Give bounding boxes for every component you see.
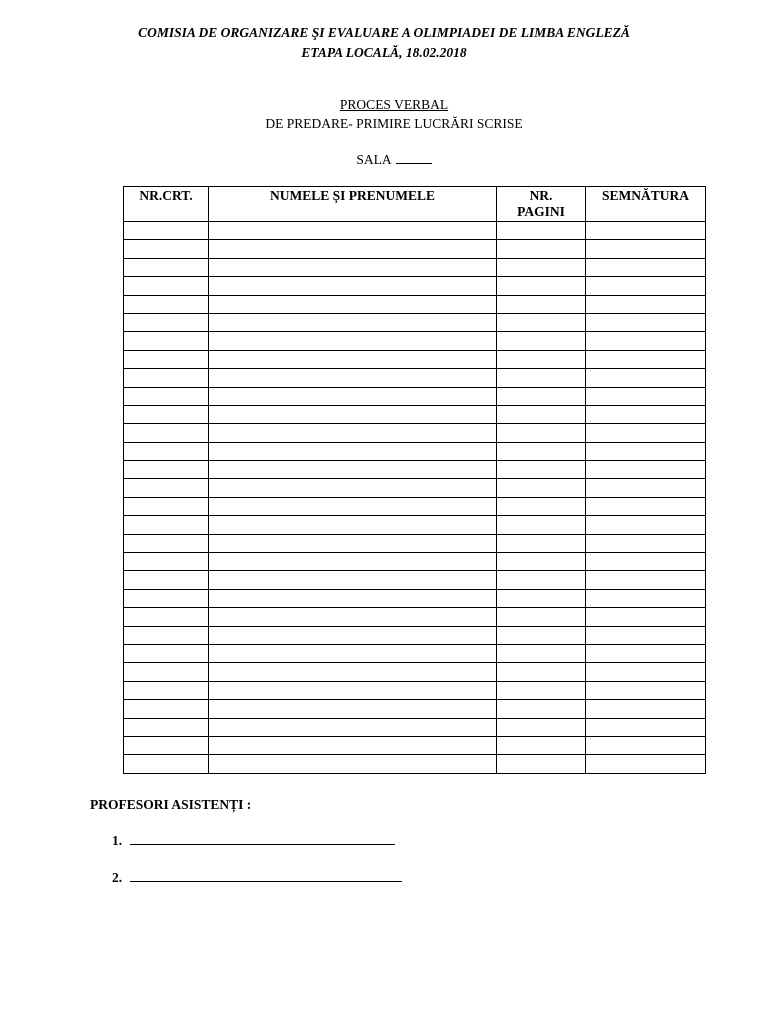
cell-nr-crt — [124, 626, 209, 644]
header-pages-line2: PAGINI — [517, 204, 565, 219]
cell-nr-crt — [124, 424, 209, 442]
cell-signature — [586, 718, 706, 736]
cell-nr-crt — [124, 644, 209, 662]
cell-name — [209, 479, 497, 497]
assistant-blank-line — [130, 869, 402, 882]
table-row — [124, 479, 706, 497]
cell-pages — [497, 240, 586, 258]
header-signature: SEMNĂTURA — [586, 187, 706, 222]
cell-name — [209, 681, 497, 699]
table-row — [124, 626, 706, 644]
table-row — [124, 240, 706, 258]
cell-signature — [586, 516, 706, 534]
cell-name — [209, 461, 497, 479]
cell-pages — [497, 405, 586, 423]
cell-nr-crt — [124, 497, 209, 515]
assistant-line-2 — [112, 869, 402, 886]
cell-name — [209, 736, 497, 754]
cell-name — [209, 240, 497, 258]
table-row — [124, 442, 706, 460]
cell-signature — [586, 755, 706, 773]
cell-signature — [586, 295, 706, 313]
cell-signature — [586, 663, 706, 681]
table-row — [124, 681, 706, 699]
cell-name — [209, 332, 497, 350]
cell-signature — [586, 442, 706, 460]
cell-nr-crt — [124, 295, 209, 313]
cell-signature — [586, 258, 706, 276]
assistant-number: 1. — [112, 833, 123, 848]
cell-nr-crt — [124, 534, 209, 552]
cell-name — [209, 718, 497, 736]
cell-pages — [497, 663, 586, 681]
table-row — [124, 755, 706, 773]
cell-name — [209, 497, 497, 515]
cell-pages — [497, 700, 586, 718]
cell-signature — [586, 313, 706, 331]
table-row — [124, 534, 706, 552]
cell-name — [209, 442, 497, 460]
cell-pages — [497, 222, 586, 240]
table-row — [124, 608, 706, 626]
cell-pages — [497, 626, 586, 644]
cell-name — [209, 313, 497, 331]
cell-signature — [586, 277, 706, 295]
cell-nr-crt — [124, 313, 209, 331]
cell-nr-crt — [124, 222, 209, 240]
cell-nr-crt — [124, 553, 209, 571]
cell-signature — [586, 626, 706, 644]
table-row — [124, 553, 706, 571]
table-row — [124, 644, 706, 662]
cell-signature — [586, 571, 706, 589]
cell-pages — [497, 755, 586, 773]
cell-pages — [497, 589, 586, 607]
cell-signature — [586, 681, 706, 699]
cell-pages — [497, 571, 586, 589]
cell-signature — [586, 405, 706, 423]
header-pages-line1: NR. — [529, 188, 553, 203]
cell-name — [209, 424, 497, 442]
cell-signature — [586, 700, 706, 718]
cell-signature — [586, 461, 706, 479]
header-pages — [497, 187, 586, 222]
cell-signature — [586, 644, 706, 662]
cell-pages — [497, 295, 586, 313]
table-row — [124, 516, 706, 534]
cell-name — [209, 755, 497, 773]
cell-pages — [497, 387, 586, 405]
cell-nr-crt — [124, 461, 209, 479]
cell-name — [209, 534, 497, 552]
cell-name — [209, 350, 497, 368]
document-title: PROCES VERBAL — [339, 97, 449, 112]
cell-signature — [586, 589, 706, 607]
cell-signature — [586, 479, 706, 497]
cell-name — [209, 222, 497, 240]
cell-pages — [497, 479, 586, 497]
cell-nr-crt — [124, 755, 209, 773]
document-subtitle: DE PREDARE- PRIMIRE LUCRĂRI SCRISE — [265, 116, 523, 131]
cell-name — [209, 626, 497, 644]
assistant-number: 2. — [112, 870, 123, 885]
cell-pages — [497, 553, 586, 571]
cell-name — [209, 405, 497, 423]
cell-pages — [497, 369, 586, 387]
cell-signature — [586, 222, 706, 240]
room-blank-line — [396, 151, 432, 164]
cell-signature — [586, 424, 706, 442]
cell-signature — [586, 553, 706, 571]
cell-pages — [497, 277, 586, 295]
cell-signature — [586, 369, 706, 387]
cell-signature — [586, 350, 706, 368]
table-row — [124, 700, 706, 718]
cell-pages — [497, 608, 586, 626]
table-row — [124, 718, 706, 736]
cell-nr-crt — [124, 405, 209, 423]
table-row — [124, 222, 706, 240]
assistants-title: PROFESORI ASISTENȚI : — [90, 797, 252, 812]
cell-nr-crt — [124, 387, 209, 405]
cell-pages — [497, 644, 586, 662]
cell-nr-crt — [124, 700, 209, 718]
cell-nr-crt — [124, 258, 209, 276]
cell-pages — [497, 350, 586, 368]
cell-pages — [497, 332, 586, 350]
register-body — [124, 222, 706, 774]
cell-nr-crt — [124, 571, 209, 589]
table-row — [124, 497, 706, 515]
cell-nr-crt — [124, 608, 209, 626]
cell-nr-crt — [124, 442, 209, 460]
cell-nr-crt — [124, 589, 209, 607]
cell-nr-crt — [124, 277, 209, 295]
register-table — [123, 186, 706, 774]
table-row — [124, 387, 706, 405]
header-stage-date: ETAPA LOCALĂ, 18.02.2018 — [301, 45, 467, 60]
cell-pages — [497, 718, 586, 736]
cell-signature — [586, 736, 706, 754]
cell-name — [209, 589, 497, 607]
cell-pages — [497, 736, 586, 754]
room-label: SALA — [356, 152, 392, 167]
cell-name — [209, 387, 497, 405]
cell-signature — [586, 387, 706, 405]
cell-nr-crt — [124, 718, 209, 736]
assistant-blank-line — [130, 832, 395, 845]
cell-nr-crt — [124, 240, 209, 258]
cell-nr-crt — [124, 479, 209, 497]
cell-pages — [497, 442, 586, 460]
table-row — [124, 571, 706, 589]
cell-signature — [586, 534, 706, 552]
cell-signature — [586, 332, 706, 350]
cell-pages — [497, 516, 586, 534]
cell-name — [209, 277, 497, 295]
cell-name — [209, 644, 497, 662]
header-name: NUMELE ȘI PRENUMELE — [209, 187, 497, 222]
table-row — [124, 313, 706, 331]
cell-name — [209, 663, 497, 681]
cell-nr-crt — [124, 332, 209, 350]
cell-pages — [497, 313, 586, 331]
cell-nr-crt — [124, 516, 209, 534]
cell-signature — [586, 497, 706, 515]
cell-nr-crt — [124, 681, 209, 699]
cell-name — [209, 553, 497, 571]
cell-pages — [497, 681, 586, 699]
cell-nr-crt — [124, 369, 209, 387]
cell-pages — [497, 534, 586, 552]
cell-signature — [586, 240, 706, 258]
cell-name — [209, 369, 497, 387]
table-row — [124, 589, 706, 607]
table-row — [124, 277, 706, 295]
cell-name — [209, 571, 497, 589]
cell-name — [209, 700, 497, 718]
cell-name — [209, 608, 497, 626]
table-row — [124, 332, 706, 350]
cell-name — [209, 258, 497, 276]
table-header-row — [124, 187, 706, 222]
table-row — [124, 424, 706, 442]
cell-name — [209, 295, 497, 313]
cell-nr-crt — [124, 350, 209, 368]
room-field — [0, 151, 768, 168]
cell-pages — [497, 461, 586, 479]
cell-pages — [497, 258, 586, 276]
cell-nr-crt — [124, 736, 209, 754]
table-row — [124, 369, 706, 387]
header-committee-title: COMISIA DE ORGANIZARE ŞI EVALUARE A OLIMPIADEI DE LIMBA ENGLEZĂ — [138, 25, 630, 40]
table-row — [124, 461, 706, 479]
table-row — [124, 663, 706, 681]
cell-pages — [497, 497, 586, 515]
table-row — [124, 405, 706, 423]
assistant-line-1 — [112, 832, 395, 849]
cell-signature — [586, 608, 706, 626]
table-row — [124, 295, 706, 313]
table-row — [124, 350, 706, 368]
cell-pages — [497, 424, 586, 442]
table-row — [124, 736, 706, 754]
table-row — [124, 258, 706, 276]
header-nr-crt: NR.CRT. — [124, 187, 209, 222]
cell-name — [209, 516, 497, 534]
cell-nr-crt — [124, 663, 209, 681]
